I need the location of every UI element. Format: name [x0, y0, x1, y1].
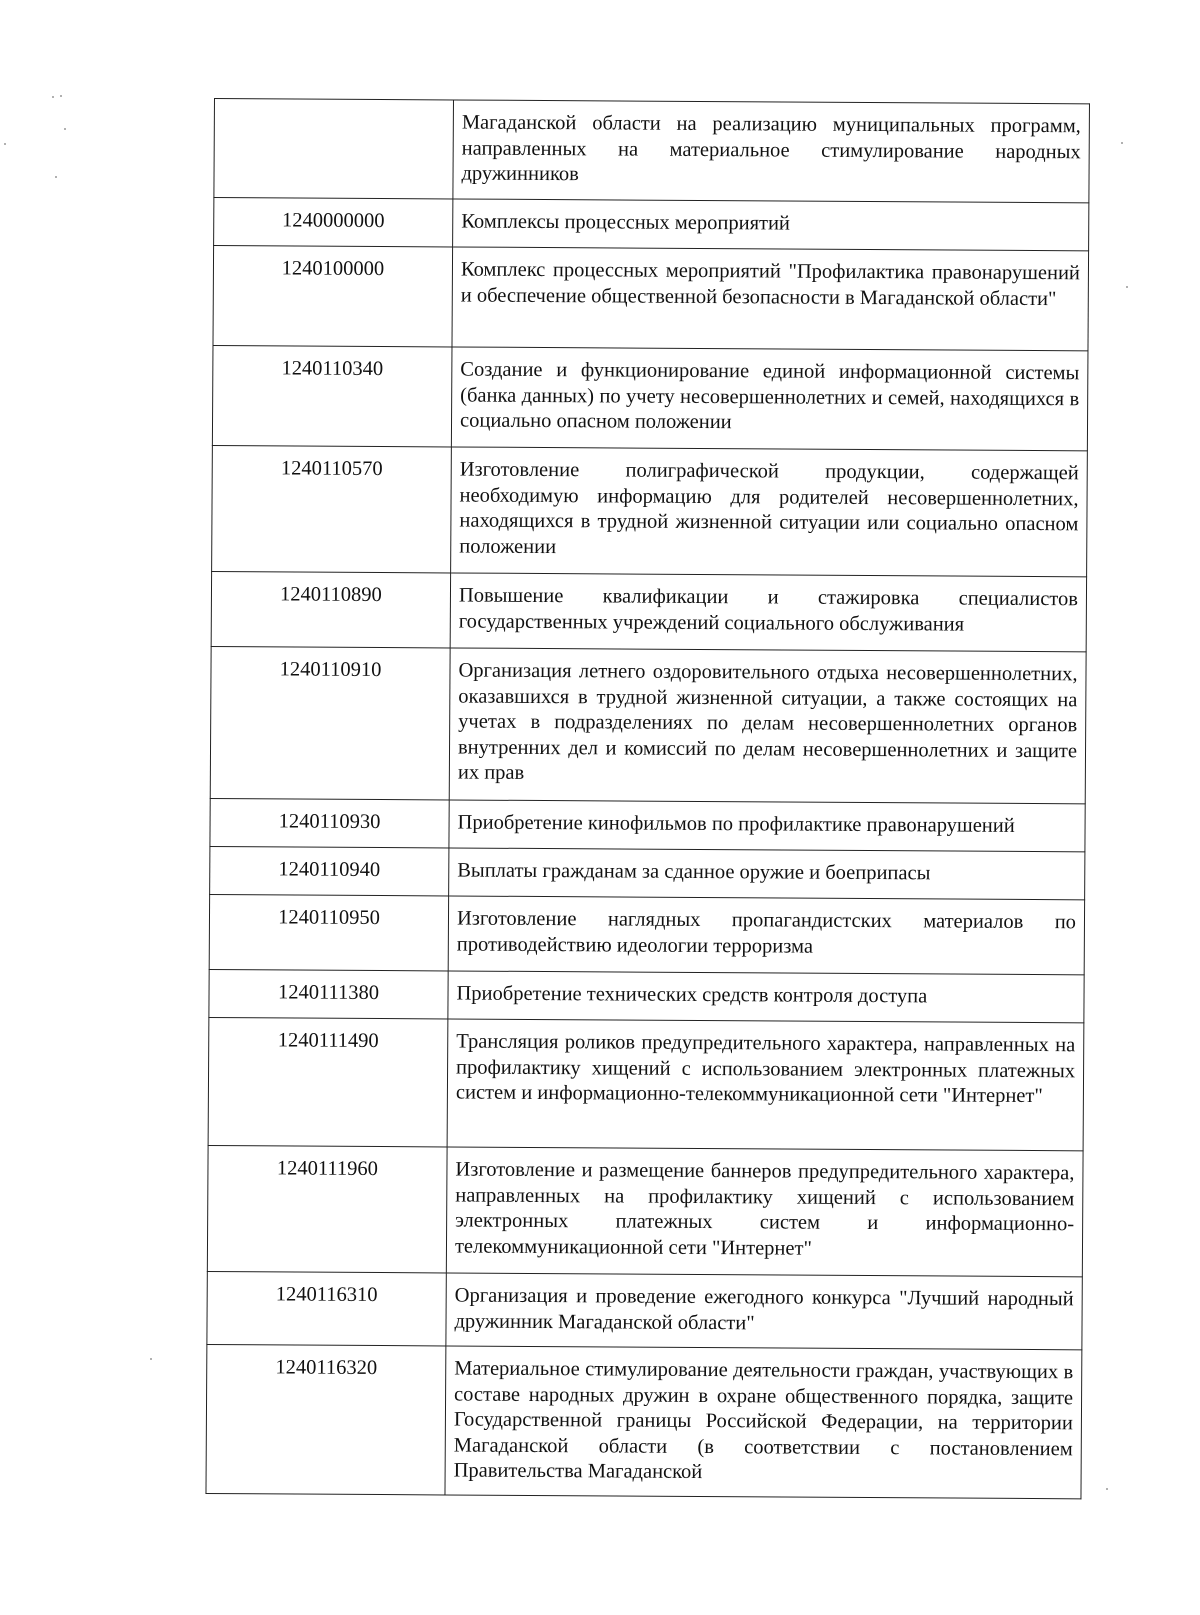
name-cell: Комплексы процессных мероприятий: [453, 199, 1089, 251]
table-row: [214, 198, 1089, 251]
table-row: [212, 345, 1088, 450]
name-cell: Организация и проведение ежегодного конкурса "Лучший народный дружинник Магаданской области": [446, 1273, 1082, 1350]
code-cell: 1240111960: [207, 1145, 447, 1272]
code-cell: 1240110340: [212, 345, 452, 446]
name-cell: Создание и функционирование единой информационной системы (банка данных) по учету несовершеннолетних и семей, находящихся в социально опасном положении: [451, 347, 1088, 451]
table-row: [207, 1145, 1083, 1276]
name-cell: Трансляция роликов предупредительного характера, направленных на профилактику хищений с использованием электронных платежных систем и информационно-телекоммуникационной сети "Интернет": [447, 1019, 1084, 1151]
table-row: [213, 246, 1089, 351]
name-cell: Организация летнего оздоровительного отдыха несовершеннолетних, оказавшихся в трудной жизненной ситуации, а также состоящих на учетах в подразделениях по делам несовершеннолетних органов внутренних дел и комиссий по делам несовершеннолетних и защите их прав: [449, 648, 1086, 804]
table-row: [209, 894, 1084, 974]
code-cell: 1240110910: [210, 646, 450, 799]
code-cell: 1240100000: [213, 246, 453, 347]
name-cell: Приобретение технических средств контроля доступа: [448, 971, 1084, 1023]
table-row: [207, 1271, 1082, 1349]
budget-codes-table: [205, 98, 1090, 1499]
code-cell: 1240116310: [207, 1271, 446, 1345]
name-cell: Приобретение кинофильмов по профилактике правонарушений: [449, 800, 1085, 852]
table-row: [209, 969, 1084, 1022]
table-row: [211, 571, 1086, 651]
name-cell: Изготовление полиграфической продукции, содержащей необходимую информацию для родителей несовершеннолетних, находящихся в трудной жизненной ситуации или социально опасном положении: [451, 447, 1088, 577]
table-row: [210, 646, 1086, 803]
table-row: [214, 99, 1090, 203]
code-cell: 1240116320: [206, 1344, 446, 1494]
table-row: [210, 798, 1085, 851]
name-cell: Повышение квалификации и стажировка специалистов государственных учреждений социального обслуживания: [450, 573, 1086, 652]
code-cell: 1240110890: [211, 571, 450, 647]
name-cell: Изготовление и размещение баннеров предупредительного характера, направленных на профилактику хищений с использованием электронных платежных систем и информационно-телекоммуникационной сети "Интернет": [446, 1147, 1083, 1277]
name-cell: Изготовление наглядных пропагандистских материалов по противодействию идеологии терроризма: [448, 896, 1084, 975]
code-cell: [214, 99, 454, 199]
table-row: [206, 1344, 1082, 1498]
name-cell: Комплекс процессных мероприятий "Профилактика правонарушений и обеспечение общественной безопасности в Магаданской области": [452, 247, 1089, 351]
code-cell: 1240110950: [209, 894, 448, 970]
table-row: [212, 445, 1088, 576]
code-cell: 1240111490: [208, 1017, 448, 1146]
name-cell: Материальное стимулирование деятельности граждан, участвующих в составе народных дружин в охране общественного порядка, защите Государственной границы Российской Федерации, на территории Магаданской области (в соответствии с постановлением Правительства Магаданской: [445, 1346, 1082, 1499]
code-cell: 1240000000: [214, 198, 453, 247]
code-cell: 1240110570: [212, 445, 452, 572]
table-row: [208, 1017, 1084, 1150]
name-cell: Выплаты гражданам за сданное оружие и боеприпасы: [449, 848, 1085, 900]
code-cell: 1240110930: [210, 798, 449, 847]
table-row: [210, 846, 1085, 899]
code-cell: 1240111380: [209, 969, 448, 1018]
budget-codes-table-wrap: [205, 98, 1090, 1499]
name-cell: Магаданской области на реализацию муниципальных программ, направленных на материальное стимулирование народных дружинников: [453, 100, 1090, 203]
code-cell: 1240110940: [210, 846, 449, 895]
